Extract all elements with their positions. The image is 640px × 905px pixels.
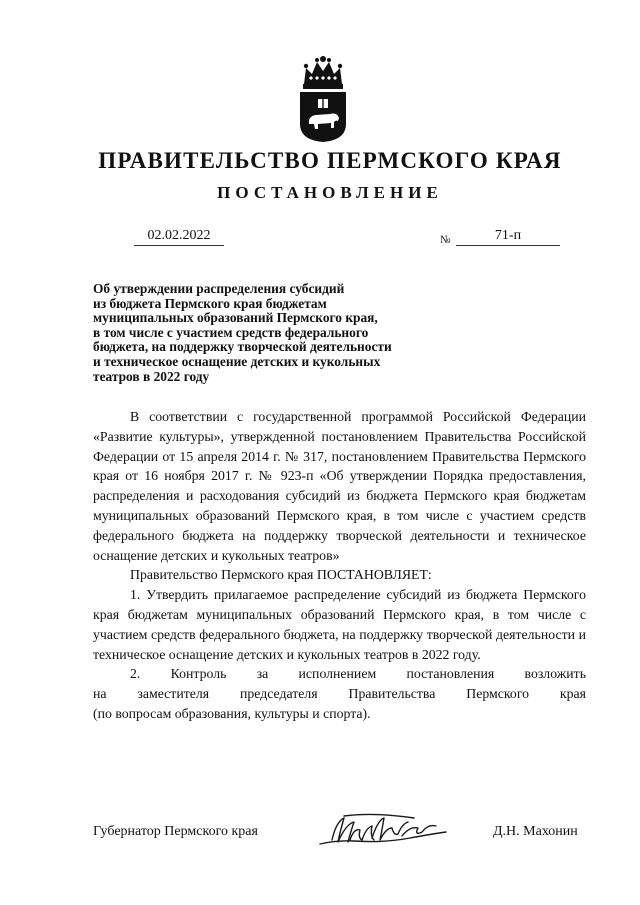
subject-line: из бюджета Пермского края бюджетам [93,295,327,311]
number-label: № [440,234,451,246]
document-type: ПОСТАНОВЛЕНИЕ [217,183,443,202]
preamble-paragraph: В соответствии с государственной программой Российской Федерации «Развитие культуры», утвержденной постановлением Правительства Российской Федерации от 15 апреля 2014 г. № 317, постановлением Правительства Пермского края от 16 ноября 2017 г. № 923-п «Об утверждении Порядка предоставления, распределения и расходования субсидий из бюджета Пермского края бюджетам муниципальных образований Пермского края, в том числе с участием средств федерального бюджета на поддержку творческой деятельности и техническое оснащение детских и кукольных театров» [93,409,586,563]
coat-of-arms-icon [296,54,350,142]
item-1-paragraph: 1. Утвердить прилагаемое распределение субсидий из бюджета Пермского края бюджетам муниципальных образований Пермского края, в том числе с участием средств федерального бюджета, на поддержку творческой деятельности и техническое оснащение детских и кукольных театров в 2022 году. [93,587,586,662]
handwritten-signature [314,810,454,854]
subject-line: в том числе с участием средств федерального [93,324,369,340]
subject-line: муниципальных образований Пермского края, [93,310,378,326]
document-number: 71-п [456,228,560,246]
item-2-line: 2. Контроль за исполнением постановления возложить [130,666,586,682]
item-2-line: (по вопросам образования, культуры и спорта). [93,705,371,721]
subject-line: театров в 2022 году [93,368,210,384]
decree-paragraph: Правительство Пермского края ПОСТАНОВЛЯЕТ: [130,567,432,583]
signer-name: Д.Н. Махонин [493,824,578,839]
subject-line: Об утверждении распределения субсидий [93,281,345,296]
document-subject [93,282,453,384]
document-body [93,407,586,724]
organization-title: ПРАВИТЕЛЬСТВО ПЕРМСКОГО КРАЯ [98,148,562,173]
subject-line: и техническое оснащение детских и кукольных [93,353,381,369]
subject-line: бюджета, на поддержку творческой деятельности [93,339,392,355]
signer-title: Губернатор Пермского края [93,824,258,839]
document-date: 02.02.2022 [134,228,224,246]
item-2-line: на заместителя председателя Правительства Пермского края [93,686,586,702]
